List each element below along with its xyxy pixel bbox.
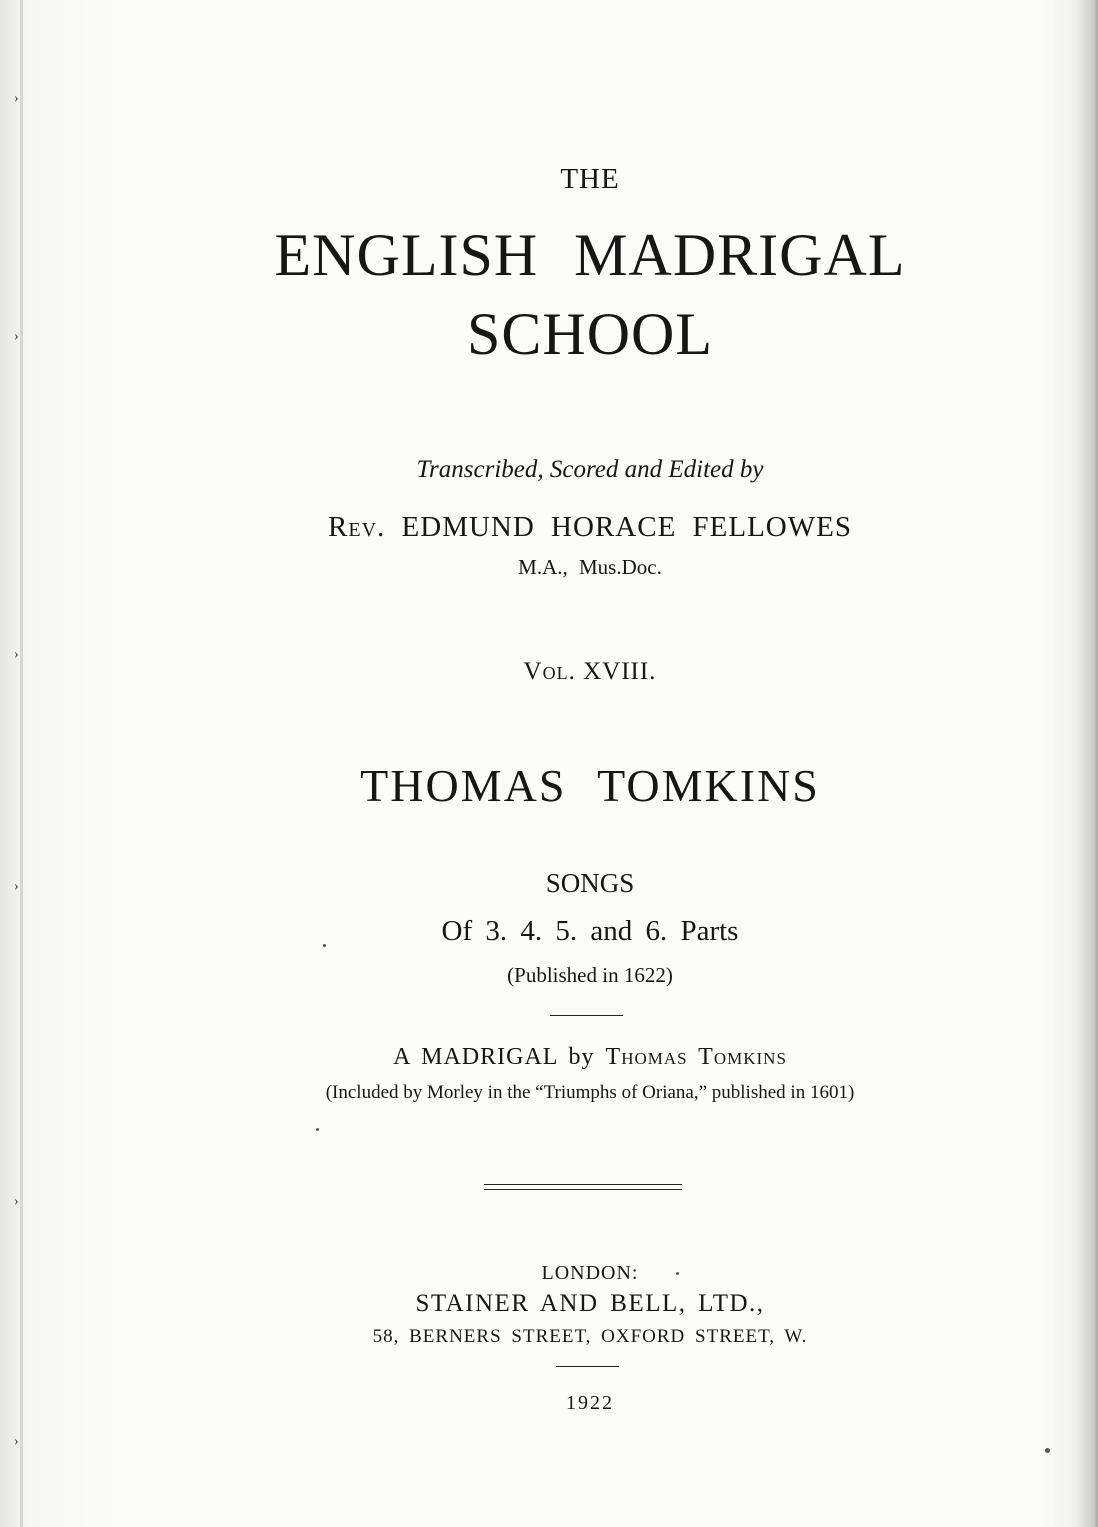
- binding-staple-mark: ›: [14, 91, 19, 106]
- binding-staple-mark: ›: [14, 647, 19, 662]
- work-parts: Of 3. 4. 5. and 6. Parts: [441, 915, 739, 947]
- editor-prefix: Rev.: [328, 511, 386, 543]
- editor-name: EDMUND HORACE FELLOWES: [401, 511, 852, 543]
- madrigal-note: (Included by Morley in the “Triumphs of Oriana,” published in 1601): [325, 1082, 855, 1103]
- binding-staple-mark: ›: [14, 1194, 19, 1209]
- editor-name-line: [0, 511, 1098, 544]
- editor-degrees: M.A., Mus.Doc.: [518, 555, 662, 579]
- divider-rule: [556, 1366, 619, 1367]
- work-title: SONGS: [545, 868, 635, 898]
- binding-staple-mark: ›: [14, 879, 19, 894]
- binding-staple-mark: ›: [14, 1434, 19, 1449]
- work-publication-date: (Published in 1622): [507, 963, 673, 987]
- paper-speck: [1045, 1448, 1050, 1453]
- series-title-line-2: SCHOOL: [466, 301, 714, 367]
- publisher-address: 58, BERNERS STREET, OXFORD STREET, W.: [372, 1326, 808, 1347]
- paper-speck: [323, 944, 326, 947]
- editor-credit-line: Transcribed, Scored and Edited by: [416, 456, 764, 483]
- composer-name: THOMAS TOMKINS: [360, 760, 820, 811]
- madrigal-line: [0, 1044, 1098, 1071]
- publication-place: LONDON:: [541, 1262, 639, 1284]
- binding-staple-mark: ›: [14, 329, 19, 344]
- divider-rule: [550, 1015, 623, 1016]
- publication-year: 1922: [566, 1392, 614, 1414]
- heading-the: THE: [560, 163, 620, 195]
- paper-speck: [316, 1128, 319, 1131]
- madrigal-composer: Thomas Tomkins: [605, 1044, 787, 1070]
- paper-speck: [676, 1272, 679, 1275]
- volume-number: Vol. XVIII.: [523, 658, 657, 685]
- double-divider-rule: [484, 1184, 682, 1190]
- publisher-name: STAINER AND BELL, LTD.,: [415, 1290, 765, 1317]
- madrigal-prefix: A MADRIGAL by: [393, 1044, 595, 1070]
- series-title-line-1: ENGLISH MADRIGAL: [274, 222, 906, 288]
